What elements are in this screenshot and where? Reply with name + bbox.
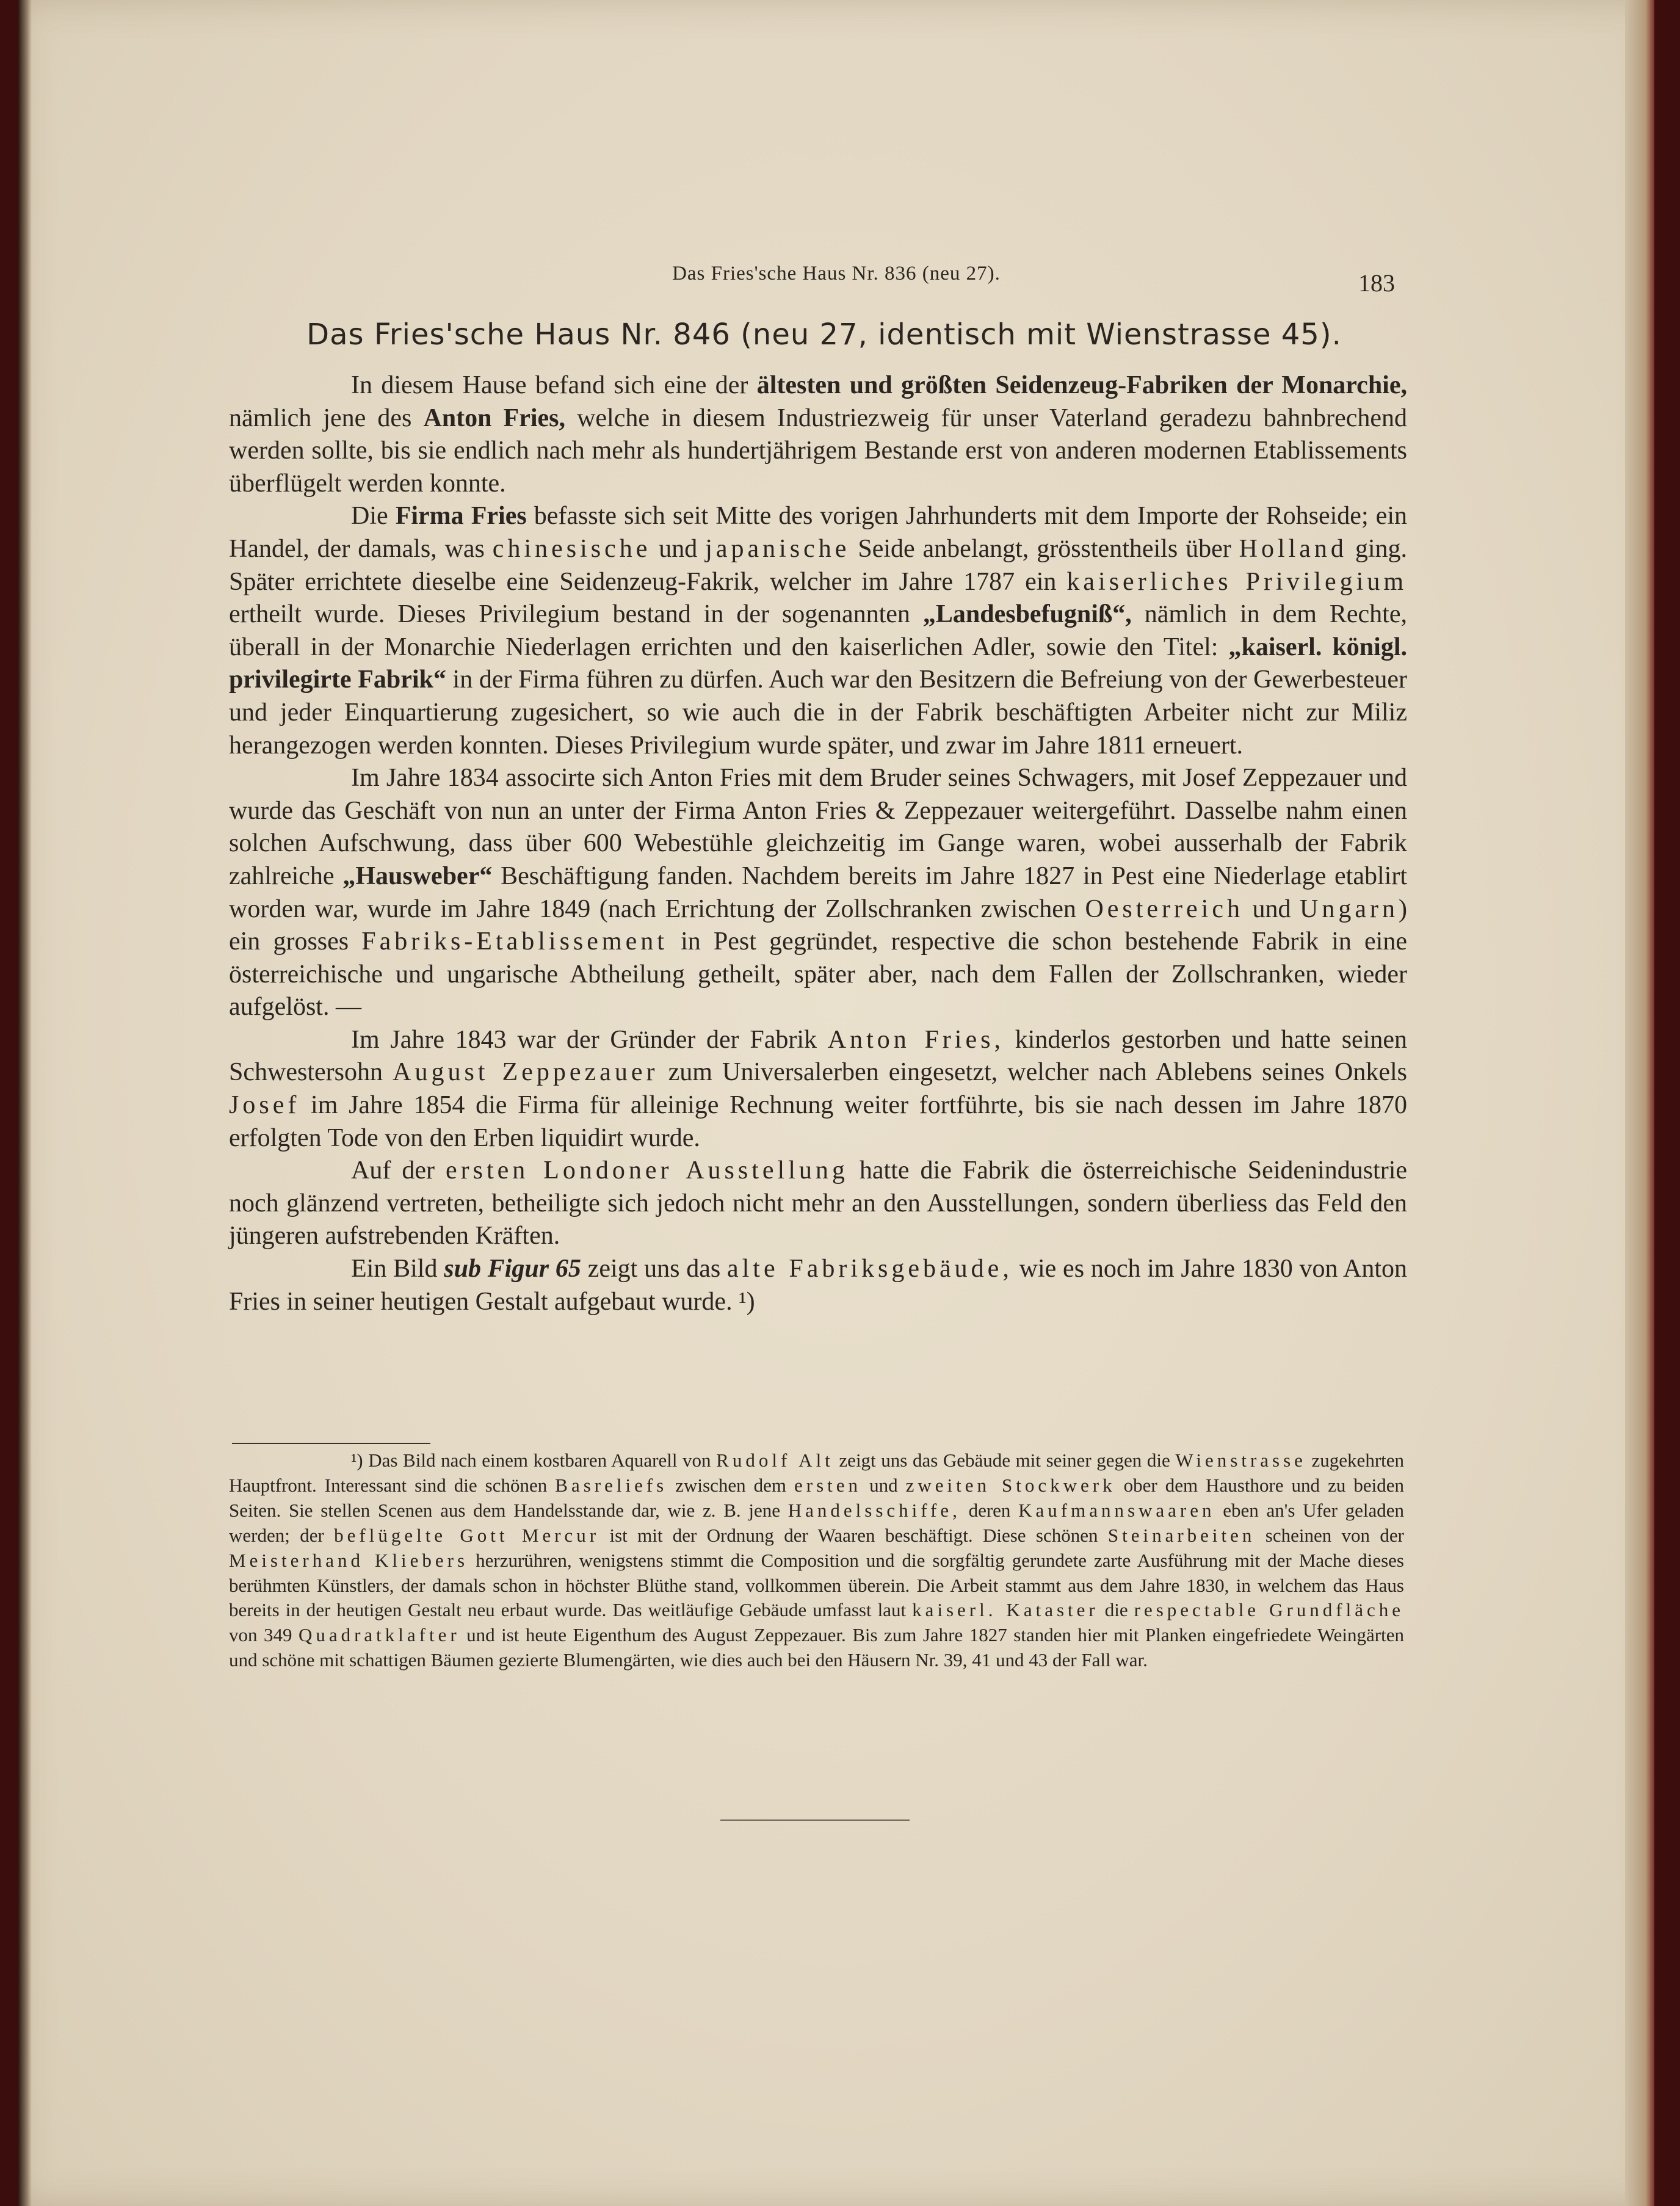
paragraph-4: Im Jahre 1843 war der Gründer der Fabrik Anton Fries, kinderlos gestorben und hatte seinen Schwestersohn August Zeppezauer zum Universalerben eingesetzt, welcher nach Ablebens seines Onkels Josef im Jahre 1854 die Firma für alleinige Rechnung weiter fortführte, bis sie nach dessen im Jahre 1870 erfolgten Tode von den Erben liquidirt wurde.: [229, 1025, 1408, 1152]
end-rule: [720, 1820, 910, 1821]
paragraph-3: Im Jahre 1834 associrte sich Anton Fries mit dem Bruder seines Schwagers, mit Josef Zeppezauer und wurde das Geschäft von nun an unter der Firma Anton Fries & Zeppezauer weitergeführt. Dasselbe nahm einen solchen Aufschwung, dass über 600 Webestühle gleichzeitig im Gange waren, wobei ausserhalb der Fabrik zahlreiche „Hausweber“ Beschäftigung fanden. Nachdem bereits im Jahre 1827 in Pest eine Niederlage etablirt worden war, wurde im Jahre 1849 (nach Errichtung der Zollschranken zwischen Oesterreich und Ungarn) ein grosses Fabriks-Etablissement in Pest gegründet, respective die schon bestehende Fabrik in eine österreichische und ungarische Abtheilung getheilt, später aber, nach dem Fallen der Zollschranken, wieder aufgelöst. —: [229, 764, 1408, 1021]
spine-shadow: [18, 0, 32, 2206]
book-page: [18, 0, 1654, 2206]
footnote-rule: [232, 1443, 430, 1444]
section-title: Das Fries'sche Haus Nr. 846 (neu 27, identisch mit Wienstrasse 45).: [306, 317, 1342, 352]
paragraph-2: Die Firma Fries befasste sich seit Mitte des vorigen Jahrhunderts mit dem Importe der Rohseide; ein Handel, der damals, was chinesische und japanische Seide anbelangt, grösstentheils über Holland ging. Später errichtete dieselbe eine Seidenzeug-Fakrik, welcher im Jahre 1787 ein kaiserliches Privilegium ertheilt wurde. Dieses Privilegium bestand in der sogenannten „Landesbefugniß“, nämlich in dem Rechte, überall in der Monarchie Niederlagen errichten und den kaiserlichen Adler, sowie den Titel: „kaiserl. königl. privilegirte Fabrik“ in der Firma führen zu dürfen. Auch war den Besitzern die Befreiung von der Gewerbesteuer und jeder Einquartierung zugesichert, so wie auch die in der Fabrik beschäftigten Arbeiter nicht zur Miliz herangezogen werden konnten. Dieses Privilegium wurde später, und zwar im Jahre 1811 erneuert.: [229, 502, 1408, 760]
footnote-text: ¹) Das Bild nach einem kostbaren Aquarell von Rudolf Alt zeigt uns das Gebäude mit seiner gegen die Wienstrasse zugekehrten Hauptfront. Interessant sind die schönen Basreliefs zwischen dem ersten und zweiten Stockwerk ober dem Hausthore und zu beiden Seiten. Sie stellen Scenen aus dem Handelsstande dar, wie z. B. jene Handelsschiffe, deren Kaufmannswaaren eben an's Ufer geladen werden; der beflügelte Gott Mercur ist mit der Ordnung der Waaren beschäftigt. Diese schönen Steinarbeiten scheinen von der Meisterhand Kliebers herzurühren, wenigstens stimmt die Composition und die sorgfältig gerundete zarte Ausführung mit der Mache dieses berühmten Künstlers, der damals schon in höchster Blüthe stand, vollkommen überein. Die Arbeit stammt aus dem Jahre 1830, in welchem das Haus bereits in der heutigen Gestalt neu erbaut wurde. Das weitläufige Gebäude umfasst laut kaiserl. Kataster die respectable Grundfläche von 349 Quadratklafter und ist heute Eigenthum des August Zeppezauer. Bis zum Jahre 1827 standen hier mit Planken eingefriedete Weingärten und schöne mit schattigen Bäumen gezierte Blumengärten, wie dies auch bei den Häusern Nr. 39, 41 und 43 der Fall war.: [229, 1450, 1405, 1671]
body-text: [229, 369, 1407, 1318]
paragraph-1: In diesem Hause befand sich eine der ältesten und größten Seidenzeug-Fabriken der Monarchie, nämlich jene des Anton Fries, welche in diesem Industriezweig für unser Vaterland geradezu bahnbrechend werden sollte, bis sie endlich nach mehr als hundertjährigem Bestande erst von anderen modernen Etablissements überflügelt werden konnte.: [229, 371, 1407, 498]
footnote: [229, 1448, 1404, 1673]
page-edge: [1625, 0, 1654, 2206]
page-number: 183: [1358, 269, 1395, 297]
footnote-reference: ¹): [739, 1287, 755, 1316]
running-head: Das Fries'sche Haus Nr. 836 (neu 27).: [672, 263, 1001, 285]
footnote-marker: ¹): [351, 1450, 363, 1471]
paragraph-5: Auf der ersten Londoner Ausstellung hatte die Fabrik die österreichische Seidenindustrie noch glänzend vertreten, betheiligte sich jedoch nicht mehr an den Ausstellungen, sondern überliess das Feld den jüngeren aufstrebenden Kräften.: [229, 1156, 1407, 1250]
paragraph-6: Ein Bild sub Figur 65 zeigt uns das alte Fabriksgebäude, wie es noch im Jahre 1830 von Anton Fries in seiner heutigen Gestalt aufgebaut wurde. ¹): [229, 1255, 1408, 1316]
